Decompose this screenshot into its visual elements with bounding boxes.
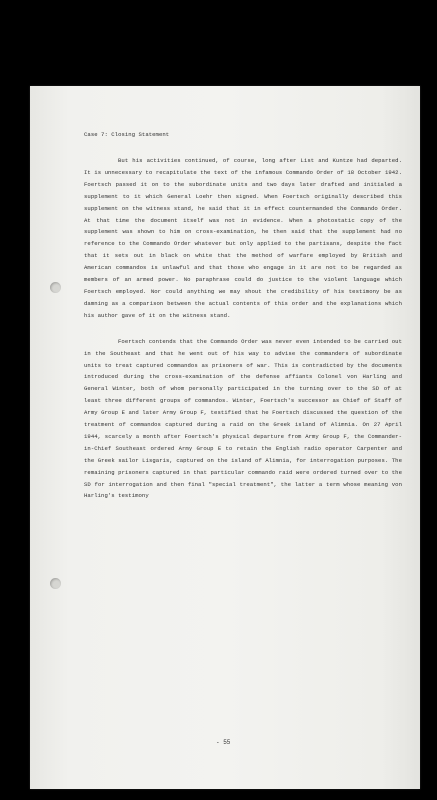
punch-hole-top — [50, 282, 61, 293]
typed-text-block — [84, 129, 402, 516]
page-number: - 55 — [216, 739, 231, 746]
punch-hole-bottom — [50, 578, 61, 589]
document-heading: Case 7: Closing Statement — [84, 131, 170, 138]
document-page — [30, 86, 420, 789]
paragraph-1: But his activities continued, of course, long after List and Kuntze had departed. It is unnecessary to recapitulate the text of the infamous Commando Order of 18 October 1942. Foertsch passed it on to the subordinate units and two days later drafted and initialed a supplement to it which General Loehr then signed. When Foertsch originally described this supplement on the witness stand, he said that it in effect countermanded the Commando Order. At that time the document itself was not in evidence. When a photostatic copy of the supplement was shown to him on cross-examination, he then said that the supplement had no reference to the Commando Order whatever but only applied to the partisans, despite the fact that it sets out in black on white that the method of warfare employed by British and American commandos is unlawful and that those who engage in it are not to be regarded as members of an armed power. No paraphrase could do justice to the violent language which Foertsch employed. Nor could anything we may shout the credibility of his testimony be as damning as a comparison between the actual contents of this order and the explanations which his author gave of it on the witness stand. — [84, 157, 402, 319]
paragraph-2: Foertsch contends that the Commando Order was never even intended to be carried out in the Southeast and that he went out of his way to advise the commanders of subordinate units to treat captured commandos as prisoners of war. This is contradicted by the documents introduced during the cross-examination of the defense affiants Colonel von Harling and General Winter, both of whom personally participated in the turning over to the SD of at least three different groups of commandos. Winter, Foertsch's successor as Chief of Staff of Army Group E and later Army Group F, testified that he Foertsch discussed the question of the treatment of commandos captured during a raid on the Greek island of Alimnia. On 27 April 1944, scarcely a month after Foertsch's physical departure from Army Group F, the Commander-in-Chief Southeast ordered Army Group E to retain the English radio operator Carpenter and the Greek sailor Lisgaris, captured on the island of Alimnia, for interrogation purposes. The remaining prisoners captured in that particular commando raid were ordered turned over to the SD for interrogation and then final "special treatment", the latter a term whose meaning von Harling's testimony — [84, 337, 402, 500]
